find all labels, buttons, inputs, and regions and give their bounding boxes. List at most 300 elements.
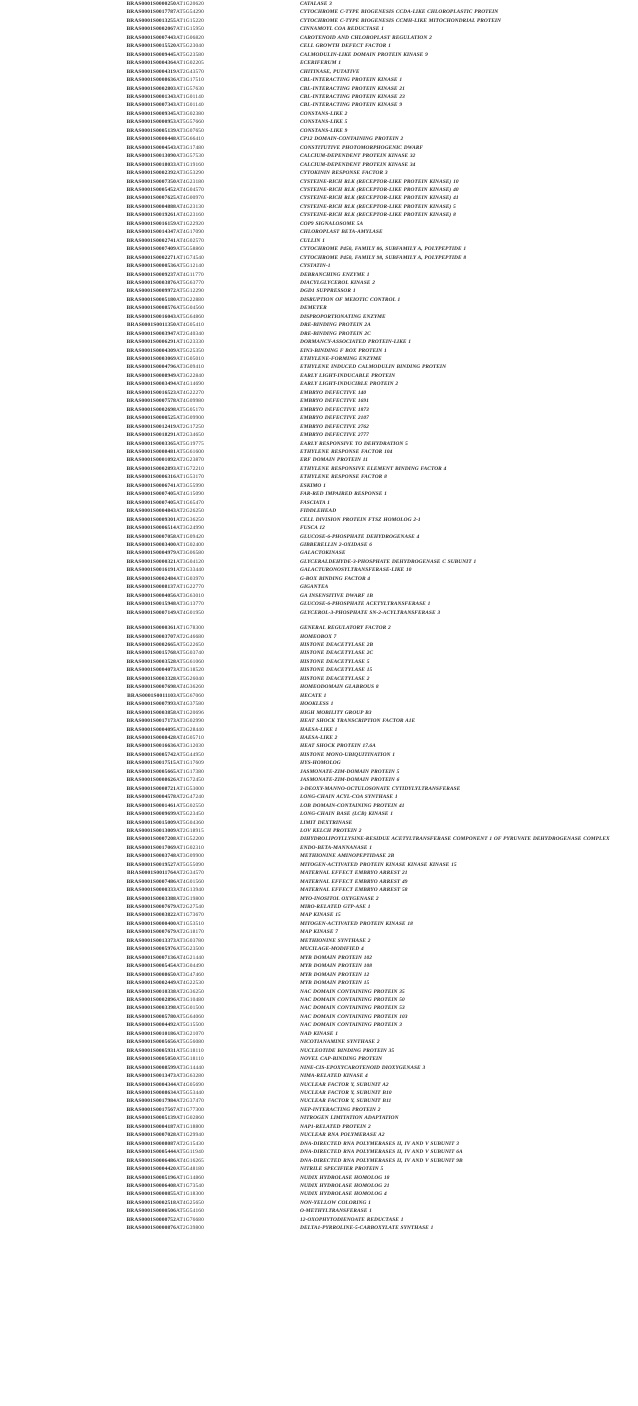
gene-description: CALCIUM-DEPENDENT PROTEIN KINASE 34 — [300, 161, 416, 168]
gene-description: CONSTANS-LIKE 2 — [300, 110, 348, 117]
arabidopsis-locus-id: AT1G14860 — [176, 1174, 205, 1181]
brassica-gene-id: BRAS0001S0008949 — [126, 372, 176, 379]
table-row — [0, 338, 638, 346]
table-row — [0, 709, 638, 717]
table-row — [0, 456, 638, 464]
arabidopsis-locus-id: AT1G22770 — [176, 584, 205, 591]
brassica-gene-id: BRAS0001S0007028 — [126, 1132, 176, 1139]
table-row — [0, 499, 638, 507]
gene-description: HAESA-LIKE 1 — [300, 726, 338, 733]
table-row — [0, 734, 638, 742]
brassica-gene-id: BRAS0001S0000752 — [126, 1216, 176, 1223]
arabidopsis-locus-id: AT3G22840 — [176, 372, 205, 379]
brassica-gene-id: BRAS0001S0004056 — [126, 592, 176, 599]
table-row — [0, 1038, 638, 1046]
table-row — [0, 903, 638, 911]
brassica-gene-id: BRAS0001S0000506 — [126, 1208, 176, 1215]
table-row — [0, 397, 638, 405]
gene-description: ETHYLENE INDUCED CALMODULIN BINDING PROTEIN — [300, 364, 447, 371]
arabidopsis-locus-id: AT1G18800 — [176, 1123, 205, 1130]
gene-description: DEMETER — [300, 305, 327, 312]
gene-description: HISTONE DEACETYLASE 5 — [300, 658, 370, 665]
brassica-gene-id: BRAS0001S0003328 — [126, 675, 176, 682]
brassica-gene-id: BRAS0001S0005444 — [126, 1149, 176, 1156]
arabidopsis-locus-id: AT3G63280 — [176, 1073, 205, 1080]
table-row — [0, 228, 638, 236]
arabidopsis-locus-id: AT4G22530 — [176, 980, 205, 987]
gene-description: GA INSENSITIVE DWARF 1B — [300, 592, 374, 599]
arabidopsis-locus-id: AT3G63010 — [176, 592, 205, 599]
arabidopsis-locus-id: AT3G07650 — [176, 127, 205, 134]
table-row — [0, 287, 638, 295]
arabidopsis-locus-id: AT1G17609 — [176, 760, 205, 767]
table-row — [0, 1089, 638, 1097]
gene-description: JASMONATE-ZIM-DOMAIN PROTEIN 6 — [300, 777, 400, 784]
brassica-gene-id: BRAS0001S0003707 — [126, 633, 176, 640]
brassica-gene-id: BRAS0001S0003388 — [126, 895, 176, 902]
arabidopsis-locus-id: AT4G02570 — [176, 237, 205, 244]
brassica-gene-id: BRAS0001S0011103 — [127, 692, 176, 699]
arabidopsis-locus-id: AT3G53290 — [176, 170, 205, 177]
gene-description: HECATE 1 — [300, 692, 327, 699]
arabidopsis-locus-id: AT5G66410 — [176, 136, 205, 143]
table-row — [0, 583, 638, 591]
table-section-spacer — [0, 617, 638, 624]
arabidopsis-locus-id: AT5G18110 — [176, 1056, 204, 1063]
brassica-gene-id: BRAS0001S0001343 — [126, 93, 176, 100]
brassica-gene-id: BRAS0001S0007350 — [126, 178, 176, 185]
brassica-gene-id: BRAS0001S0002392 — [126, 170, 176, 177]
gene-description: CULLIN 1 — [300, 237, 325, 244]
arabidopsis-locus-id: AT4G09980 — [176, 398, 205, 405]
brassica-gene-id: BRAS0001S0005742 — [126, 751, 176, 758]
gene-description: CYTOKININ RESPONSE FACTOR 3 — [300, 170, 388, 177]
arabidopsis-locus-id: AT3G22880 — [176, 296, 205, 303]
brassica-gene-id: BRAS0001S0004344 — [126, 1081, 176, 1088]
brassica-gene-id: BRAS0001S0008626 — [126, 777, 176, 784]
gene-description: GLYCERALDEHYDE-3-PHOSPHATE DEHYDROGENASE C SUBUNIT 1 — [300, 558, 477, 565]
table-row — [0, 490, 638, 498]
gene-description: MITOGEN-ACTIVATED PROTEIN KINASE KINASE KINASE 15 — [300, 861, 457, 868]
arabidopsis-locus-id: AT1G15220 — [176, 17, 205, 24]
gene-description: NAC DOMAIN CONTAINING PROTEIN 35 — [300, 988, 405, 995]
brassica-gene-id: BRAS0001S0008137 — [126, 584, 176, 591]
gene-description: G-BOX BINDING FACTOR 4 — [300, 575, 371, 582]
table-row — [0, 675, 638, 683]
gene-description: CYTOCHROME P450, FAMILY 86, SUBFAMILY A, POLYPEPTIDE 1 — [300, 246, 467, 253]
brassica-gene-id: BRAS0001S0018033 — [126, 161, 176, 168]
brassica-gene-id: BRAS0001S0006741 — [126, 482, 176, 489]
table-row — [0, 363, 638, 371]
arabidopsis-locus-id: AT5G04360 — [176, 819, 205, 826]
gene-description: DIHYDROLIPOYLLYSINE-RESIDUE ACETYLTRANSFERASE COMPONENT 1 OF PYRUVATE DEHYDROGENASE COMPLEX — [300, 836, 610, 843]
brassica-gene-id: BRAS0001S0007625 — [126, 195, 176, 202]
arabidopsis-locus-id: AT5G11940 — [176, 1149, 204, 1156]
gene-description: ETHYLENE RESPONSIVE ELEMENT BINDING FACTOR 4 — [300, 465, 447, 472]
table-row — [0, 448, 638, 456]
gene-description: DRE-BINDING PROTEIN 2A — [300, 322, 371, 329]
table-row — [0, 304, 638, 312]
arabidopsis-locus-id: AT2G46680 — [176, 633, 205, 640]
arabidopsis-locus-id: AT5G23040 — [176, 43, 205, 50]
table-row — [0, 127, 638, 135]
gene-description: DRE-BINDING PROTEIN 2C — [300, 330, 371, 337]
table-row — [0, 971, 638, 979]
brassica-gene-id: BRAS0001S0000525 — [126, 415, 176, 422]
arabidopsis-locus-id: AT5G64860 — [176, 313, 205, 320]
gene-description: DNA-DIRECTED RNA POLYMERASES II, IV AND V SUBUNIT 6A — [300, 1149, 463, 1156]
brassica-gene-id: BRAS0001S0007343 — [126, 102, 176, 109]
gene-description: CYSTEINE-RICH RLK (RECEPTOR-LIKE PROTEIN KINASE) 40 — [300, 186, 459, 193]
brassica-gene-id: BRAS0001S0005931 — [126, 1047, 176, 1054]
brassica-gene-id: BRAS0001S0006486 — [126, 1157, 176, 1164]
brassica-gene-id: BRAS0001S0016159 — [126, 220, 176, 227]
brassica-gene-id: BRAS0001S0013009 — [126, 827, 176, 834]
gene-description: DISRUPTION OF MEIOTIC CONTROL 1 — [300, 296, 401, 303]
table-row — [0, 372, 638, 380]
arabidopsis-locus-id: AT1G02860 — [176, 1115, 205, 1122]
gene-description: NINE-CIS-EPOXYCAROTENOID DIOXYGENASE 3 — [300, 1064, 426, 1071]
gene-description: FUSCA 12 — [300, 525, 325, 532]
brassica-gene-id: BRAS0001S0003748 — [126, 853, 176, 860]
gene-description: CELL DIVISION PROTEIN FTSZ HOMOLOG 2-1 — [300, 516, 421, 523]
gene-description: MITOGEN-ACTIVATED PROTEIN KINASE 18 — [300, 920, 413, 927]
table-row — [0, 810, 638, 818]
table-row — [0, 878, 638, 886]
gene-description: MYB DOMAIN PROTEIN 108 — [300, 963, 372, 970]
arabidopsis-locus-id: AT5G67060 — [176, 692, 205, 699]
table-row — [0, 135, 638, 143]
arabidopsis-locus-id: AT5G54290 — [176, 9, 205, 16]
brassica-gene-id: BRAS0001S0007679 — [126, 904, 176, 911]
gene-description: NAC DOMAIN CONTAINING PROTEIN 50 — [300, 997, 405, 1004]
arabidopsis-locus-id: AT1G72450 — [176, 777, 205, 784]
table-row — [0, 1097, 638, 1105]
arabidopsis-locus-id: AT5G61060 — [176, 658, 205, 665]
brassica-gene-id: BRAS0001S0008634 — [126, 1090, 176, 1096]
gene-description: NUCLEAR RNA POLYMERASE A2 — [300, 1132, 385, 1139]
arabidopsis-locus-id: AT5G58860 — [176, 246, 205, 253]
table-row — [0, 979, 638, 987]
brassica-gene-id: BRAS0001S0019527 — [126, 861, 176, 868]
gene-description: NAC DOMAIN CONTAINING PROTEIN 3 — [300, 1022, 402, 1029]
arabidopsis-locus-id: AT5G48180 — [176, 1166, 205, 1173]
brassica-gene-id: BRAS0001S0005139 — [126, 1115, 176, 1122]
table-row — [0, 355, 638, 363]
table-row — [0, 954, 638, 962]
arabidopsis-locus-id: AT1G06820 — [176, 34, 205, 41]
table-row — [0, 245, 638, 253]
arabidopsis-locus-id: AT5G53440 — [176, 1090, 205, 1096]
brassica-gene-id: BRAS0001S0010186 — [126, 1030, 176, 1037]
gene-description: NAC DOMAIN CONTAINING PROTEIN 53 — [300, 1005, 405, 1012]
table-row — [0, 59, 638, 67]
gene-description: CYTOCHROME C-TYPE BIOGENESIS CCMH-LIKE MITOCHONDRIAL PROTEIN — [300, 17, 501, 24]
table-row — [0, 144, 638, 152]
table-row — [0, 465, 638, 473]
table-row — [0, 742, 638, 750]
table-row — [0, 700, 638, 708]
table-row — [0, 928, 638, 936]
brassica-gene-id: BRAS0001S0009301 — [126, 516, 176, 523]
gene-description: ECERIFERUM 1 — [300, 60, 341, 67]
arabidopsis-locus-id: AT5G15500 — [176, 1022, 205, 1029]
table-row — [0, 1140, 638, 1148]
arabidopsis-locus-id: AT5G18110 — [176, 1047, 204, 1054]
brassica-gene-id: BRAS0001S0012419 — [126, 423, 176, 430]
arabidopsis-locus-id: AT4G37580 — [176, 701, 205, 708]
table-row — [0, 1072, 638, 1080]
arabidopsis-locus-id: AT4G05710 — [176, 734, 205, 741]
brassica-gene-id: BRAS0001S0002271 — [126, 254, 176, 261]
table-row — [0, 558, 638, 566]
gene-description: FIDDLEHEAD — [300, 508, 337, 515]
gene-description: CYSTATIN-1 — [300, 263, 331, 270]
brassica-gene-id: BRAS0001S0003858 — [126, 709, 176, 716]
table-row — [0, 683, 638, 691]
brassica-gene-id: BRAS0001S0005180 — [126, 296, 176, 303]
arabidopsis-locus-id: AT4G23160 — [176, 212, 205, 219]
brassica-gene-id: BRAS0001S0015009 — [126, 819, 176, 826]
table-row — [0, 1123, 638, 1131]
table-row — [0, 178, 638, 186]
gene-description: HEAT SHOCK PROTEIN 17.6A — [300, 743, 376, 750]
arabidopsis-locus-id: AT4G00970 — [176, 195, 205, 202]
arabidopsis-locus-id: AT2G43570 — [176, 68, 205, 75]
table-row — [0, 1030, 638, 1038]
arabidopsis-locus-id: AT2G18170 — [176, 929, 205, 936]
table-row — [0, 785, 638, 793]
arabidopsis-locus-id: AT2G18915 — [176, 827, 205, 834]
table-row — [0, 649, 638, 657]
brassica-gene-id: BRAS0001S0017069 — [126, 844, 176, 851]
brassica-gene-id: BRAS0001S0008650 — [126, 971, 176, 978]
table-row — [0, 692, 638, 700]
brassica-gene-id: BRAS0001S0002518 — [126, 1199, 176, 1206]
brassica-gene-id: BRAS0001S0002449 — [126, 980, 176, 987]
brassica-gene-id: BRAS0001S0000876 — [126, 1225, 176, 1232]
brassica-gene-id: BRAS0001S0007409 — [126, 246, 176, 253]
brassica-gene-id: BRAS0001S0006316 — [126, 474, 176, 481]
table-row — [0, 624, 638, 632]
brassica-gene-id: BRAS0001S0002893 — [126, 465, 176, 472]
gene-description: DNA-DIRECTED RNA POLYMERASES II, IV AND V SUBUNIT 3 — [300, 1140, 459, 1147]
brassica-gene-id: BRAS0001S0007149 — [126, 609, 176, 616]
arabidopsis-locus-id: AT1G53170 — [176, 474, 205, 481]
brassica-gene-id: BRAS0001S0005050 — [126, 1056, 176, 1063]
brassica-gene-id: BRAS0001S0000321 — [126, 558, 176, 565]
table-row — [0, 609, 638, 617]
table-row — [0, 802, 638, 810]
brassica-gene-id: BRAS0001S0007698 — [126, 684, 176, 691]
gene-description: MAP KINASE 7 — [300, 929, 339, 936]
table-row — [0, 76, 638, 84]
gene-description: EMBRYO DEFECTIVE 140 — [300, 389, 367, 396]
arabidopsis-locus-id: AT2G40340 — [176, 330, 205, 337]
arabidopsis-locus-id: AT1G57630 — [176, 85, 205, 92]
gene-description: HOMEOBOX 7 — [300, 633, 337, 640]
table-row — [0, 389, 638, 397]
arabidopsis-locus-id: AT1G29940 — [176, 1132, 205, 1139]
table-row — [0, 1081, 638, 1089]
gene-description: LIMIT DEXTRINASE — [300, 819, 353, 826]
arabidopsis-locus-id: AT2G17250 — [176, 423, 205, 430]
gene-description: CYSTEINE-RICH RLK (RECEPTOR-LIKE PROTEIN KINASE) 8 — [300, 212, 456, 219]
arabidopsis-locus-id: AT3G47460 — [176, 971, 205, 978]
brassica-gene-id: BRAS0001S0016043 — [126, 313, 176, 320]
gene-description: MYB DOMAIN PROTEIN 102 — [300, 954, 372, 961]
gene-description: JASMONATE-ZIM-DOMAIN PROTEIN 5 — [300, 768, 400, 775]
brassica-gene-id: BRAS0001S0015948 — [126, 601, 176, 608]
arabidopsis-locus-id: AT1G01140 — [176, 93, 204, 100]
brassica-gene-id: BRAS0001S0002484 — [126, 575, 176, 582]
gene-description: ERF DOMAIN PROTEIN 11 — [300, 457, 368, 464]
arabidopsis-locus-id: AT5G26040 — [176, 675, 205, 682]
table-row — [0, 633, 638, 641]
gene-description: NUCLEAR FACTOR Y, SUBUNIT B10 — [300, 1090, 392, 1096]
arabidopsis-locus-id: AT1G53000 — [176, 785, 205, 792]
arabidopsis-locus-id: AT2G47240 — [176, 794, 205, 801]
arabidopsis-locus-id: AT1G01140 — [176, 102, 204, 109]
gene-description: HEAT SHOCK TRANSCRIPTION FACTOR A1E — [300, 718, 416, 725]
gene-description: CALCIUM-DEPENDENT PROTEIN KINASE 32 — [300, 153, 416, 160]
table-row — [0, 414, 638, 422]
arabidopsis-locus-id: AT2G27540 — [176, 904, 205, 911]
gene-description: ESKIMO 1 — [300, 482, 326, 489]
arabidopsis-locus-id: AT1G20620 — [176, 1, 205, 7]
gene-description: NIMA-RELATED KINASE 4 — [300, 1073, 368, 1080]
arabidopsis-locus-id: AT1G22920 — [176, 220, 205, 227]
arabidopsis-locus-id: AT1G72210 — [176, 465, 205, 472]
gene-description: NUDIX HYDROLASE HOMOLOG 21 — [300, 1182, 390, 1189]
brassica-gene-id: BRAS0001S0016636 — [126, 743, 176, 750]
gene-description: CYSTEINE-RICH RLK (RECEPTOR-LIKE PROTEIN KINASE) 41 — [300, 195, 459, 202]
arabidopsis-locus-id: AT1G20696 — [176, 709, 205, 716]
brassica-gene-id: BRAS0001S0016191 — [126, 567, 176, 574]
table-row — [0, 279, 638, 287]
arabidopsis-locus-id: AT5G23580 — [176, 51, 205, 58]
arabidopsis-locus-id: AT4G25650 — [176, 1199, 205, 1206]
gene-description: CYTOCHROME C-TYPE BIOGENESIS CCDA-LIKE CHLOROPLASTIC PROTEIN — [300, 9, 499, 16]
brassica-gene-id: BRAS0001S0008599 — [126, 1064, 176, 1071]
table-row — [0, 768, 638, 776]
table-row — [0, 262, 638, 270]
brassica-gene-id: BRAS0001S0008636 — [126, 77, 176, 84]
gene-description: DNA-DIRECTED RNA POLYMERASES II, IV AND V SUBUNIT 9B — [300, 1157, 463, 1164]
table-row — [0, 1190, 638, 1198]
table-row — [0, 1131, 638, 1139]
table-row — [0, 575, 638, 583]
arabidopsis-locus-id: AT3G21070 — [176, 1030, 205, 1037]
arabidopsis-locus-id: AT5G61600 — [176, 449, 205, 456]
gene-description: HISTONE DEACETYLASE 2 — [300, 675, 370, 682]
arabidopsis-locus-id: AT3G10480 — [176, 997, 205, 1004]
gene-description: CYTOCHROME P450, FAMILY 98, SUBFAMILY A, POLYPEPTIDE 8 — [300, 254, 467, 261]
brassica-gene-id: BRAS0001S0003947 — [126, 330, 176, 337]
arabidopsis-locus-id: AT2G34650 — [176, 432, 205, 439]
gene-description: EARLY RESPONSIVE TO DEHYDRATION 5 — [300, 440, 408, 447]
arabidopsis-locus-id: AT1G78300 — [176, 625, 205, 632]
table-row — [0, 516, 638, 524]
gene-description: CONSTANS-LIKE 5 — [300, 119, 348, 126]
table-row — [0, 886, 638, 894]
brassica-gene-id: BRAS0001S0013473 — [126, 1073, 176, 1080]
arabidopsis-locus-id: AT3G57530 — [176, 153, 205, 160]
gene-description: NON-YELLOW COLORING 1 — [300, 1199, 371, 1206]
gene-description: MATERNAL EFFECT EMBRYO ARREST 21 — [300, 870, 408, 877]
table-row — [0, 507, 638, 515]
gene-description: CINNAMOYL COA REDUCTASE 1 — [300, 26, 384, 33]
gene-description: EMBRYO DEFECTIVE 2762 — [300, 423, 369, 430]
gene-description: O-METHYLTRANSFERASE 1 — [300, 1208, 372, 1215]
brassica-gene-id: BRAS0001S0017787 — [126, 9, 176, 16]
brassica-gene-id: BRAS0001S0004543 — [126, 144, 176, 151]
arabidopsis-locus-id: AT1G02310 — [176, 844, 205, 851]
arabidopsis-locus-id: AT5G55090 — [176, 861, 205, 868]
gene-description: CBL-INTERACTING PROTEIN KINASE 21 — [300, 85, 405, 92]
gene-description: NUDIX HYDROLASE HOMOLOG 18 — [300, 1174, 390, 1181]
gene-description: EARLY LIGHT-INDUCABLE PROTEIN — [300, 372, 396, 379]
arabidopsis-locus-id: AT4G04570 — [176, 186, 205, 193]
table-row — [0, 17, 638, 25]
gene-description: FASCIATA 1 — [300, 499, 330, 506]
brassica-gene-id: BRAS0001S0004187 — [126, 1123, 176, 1130]
arabidopsis-locus-id: AT5G54160 — [176, 1208, 205, 1215]
gene-description: NAP1-RELATED PROTEIN 2 — [300, 1123, 371, 1130]
brassica-gene-id: BRAS0001S0013090 — [126, 153, 176, 160]
arabidopsis-locus-id: AT3G28440 — [176, 726, 205, 733]
arabidopsis-locus-id: AT3G09900 — [176, 415, 205, 422]
gene-description: EMBRYO DEFECTIVE 2107 — [300, 415, 369, 422]
arabidopsis-locus-id: AT1G03970 — [176, 575, 205, 582]
arabidopsis-locus-id: AT3G55990 — [176, 482, 205, 489]
arabidopsis-locus-id: AT1G73670 — [176, 912, 205, 919]
table-row — [0, 42, 638, 50]
gene-description: HISTONE DEACETYLASE 2C — [300, 650, 374, 657]
gene-description: EMBRYO DEFECTIVE 1873 — [300, 406, 369, 413]
brassica-gene-id: BRAS0001S0000448 — [126, 136, 176, 143]
arabidopsis-locus-id: AT2G26250 — [176, 508, 205, 515]
brassica-gene-id: BRAS0001S0009345 — [126, 110, 176, 117]
arabidopsis-locus-id: AT1G02400 — [176, 542, 205, 548]
table-row — [0, 541, 638, 549]
brassica-gene-id: BRAS0001S0004420 — [126, 1166, 176, 1173]
arabidopsis-locus-id: AT1G53510 — [176, 920, 205, 927]
arabidopsis-locus-id: AT5G01500 — [176, 1005, 205, 1012]
table-row — [0, 937, 638, 945]
gene-description: NUCLEAR FACTOR Y, SUBUNIT B11 — [300, 1098, 392, 1105]
arabidopsis-locus-id: AT3G12030 — [176, 743, 205, 750]
gene-description: NUCLEOTIDE BINDING PROTEIN 35 — [300, 1047, 395, 1054]
arabidopsis-locus-id: AT1G02205 — [176, 60, 205, 67]
table-row — [0, 835, 638, 843]
table-row — [0, 1199, 638, 1207]
table-row — [0, 1157, 638, 1165]
gene-description: NEP-INTERACTING PROTEIN 2 — [300, 1106, 381, 1113]
arabidopsis-locus-id: AT1G74540 — [176, 254, 205, 261]
arabidopsis-locus-id: AT3G02990 — [176, 718, 205, 725]
gene-description: LOV KELCH PROTEIN 2 — [300, 827, 362, 834]
arabidopsis-locus-id: AT1G23330 — [176, 339, 205, 346]
table-row — [0, 1207, 638, 1215]
gene-description: GLUCOSE-6-PHOSPHATE ACETYLTRANSFERASE 1 — [300, 601, 431, 608]
arabidopsis-locus-id: AT1G65470 — [176, 499, 205, 506]
table-row — [0, 25, 638, 33]
arabidopsis-locus-id: AT1G15950 — [176, 26, 205, 33]
brassica-gene-id: BRAS0001S0001461 — [126, 802, 176, 809]
arabidopsis-locus-id: AT4G21440 — [176, 954, 205, 961]
arabidopsis-locus-id: AT1G77300 — [176, 1106, 205, 1113]
